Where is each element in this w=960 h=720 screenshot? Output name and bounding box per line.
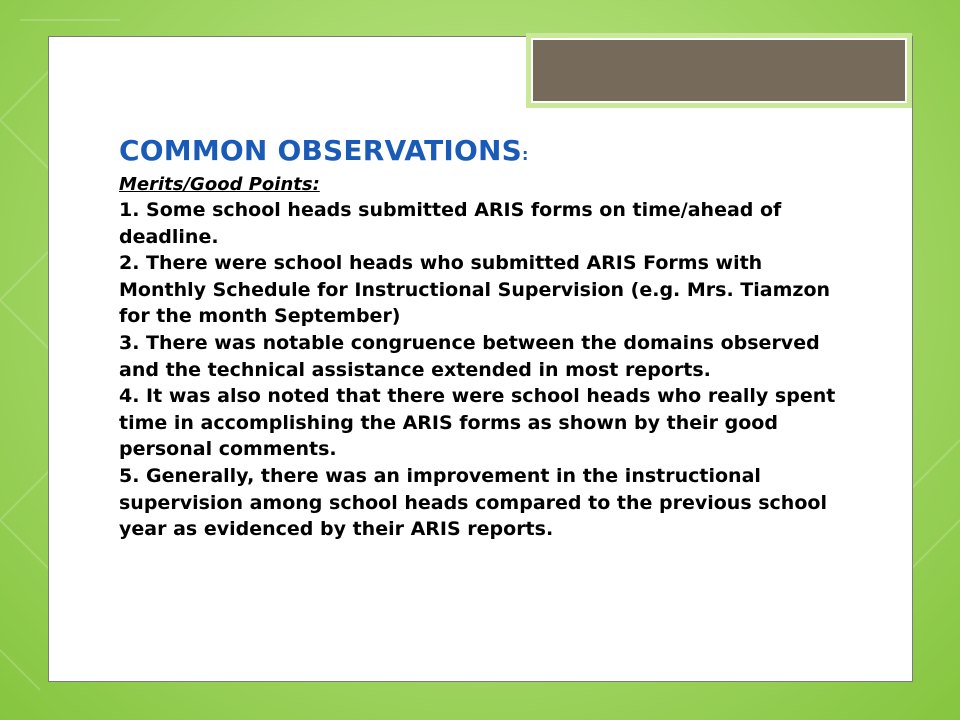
slide-heading <box>119 133 839 173</box>
slide-body <box>119 133 839 543</box>
point-5: 5. Generally, there was an improvement in the instructional supervision among school heads compared to the previous school year as evidenced by their ARIS reports. <box>119 464 827 541</box>
heading-text: COMMON OBSERVATIONS <box>119 134 523 167</box>
title-placeholder-box <box>526 33 912 108</box>
heading-colon: : <box>522 145 529 164</box>
merits-subheading: Merits/Good Points: <box>119 174 320 195</box>
point-3: 3. There was notable congruence between the domains observed and the technical assistance extended in most reports. <box>119 331 820 381</box>
point-2: 2. There were school heads who submitted ARIS Forms with Monthly Schedule for Instructional Supervision (e.g. Mrs. Tiamzon for the month September) <box>119 252 831 328</box>
point-1: 1. Some school heads submitted ARIS forms on time/ahead of deadline. <box>119 199 782 248</box>
point-4: 4. It was also noted that there were school heads who really spent time in accomplishing the ARIS forms as shown by their good personal comments. <box>119 385 836 461</box>
title-placeholder-inner <box>531 38 907 103</box>
